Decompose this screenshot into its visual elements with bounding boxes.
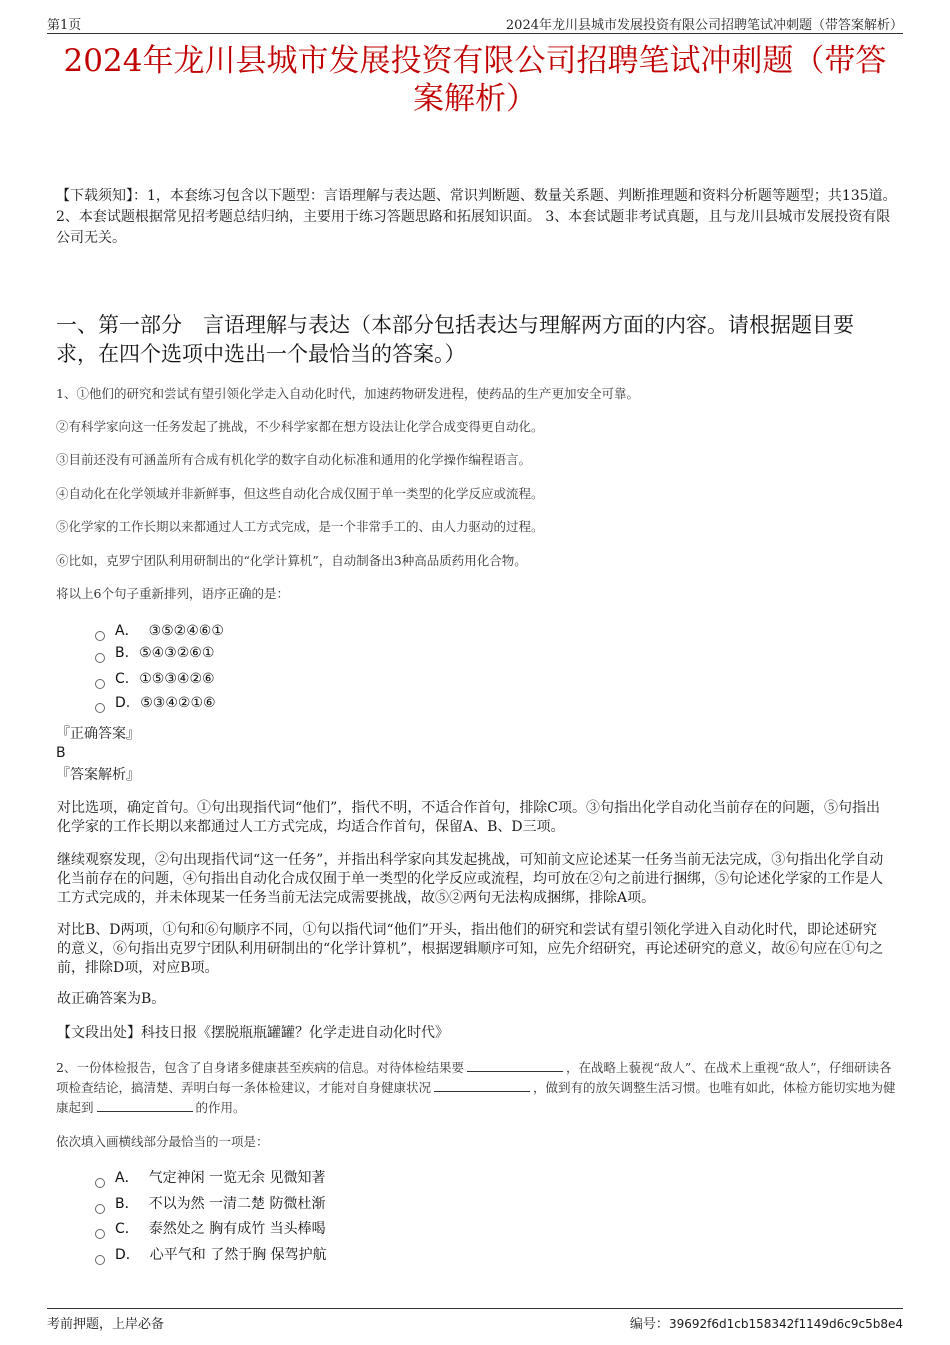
- analysis-paragraph-2: 继续观察发现，②句出现指代词“这一任务”，并指出科学家向其发起挑战，可知前文应论述某一任务当前无法完成，③句指出化学自动化当前存在的问题，④句指出自动化合成仅囿于单一类型的化学反应或流程，均可放在②句之前进行捆绑，⑤句论述化学家的工作是人工方式完成的，并未体现某一任务当前无法完成需要挑战，故⑤②两句无法构成捆绑，排除A项。: [57, 852, 884, 906]
- answer-heading: 『正确答案』: [56, 726, 140, 742]
- q1-option-c[interactable]: C. ①⑤③④②⑥: [95, 671, 215, 689]
- source-citation: 【文段出处】科技日报《摆脱瓶瓶罐罐？化学走进自动化时代》: [57, 1025, 449, 1041]
- q1-line-2: ②有科学家向这一任务发起了挑战，不少科学家都在想方设法让化学合成变得更自动化。: [56, 419, 544, 434]
- radio-icon[interactable]: [95, 703, 105, 713]
- q1-option-a[interactable]: A． ③⑤②④⑥①: [95, 620, 224, 641]
- page-number: 第1页: [47, 18, 82, 33]
- analysis-heading: 『答案解析』: [56, 767, 140, 783]
- q2-option-a[interactable]: A． 气定神闲 一览无余 见微知著: [95, 1167, 325, 1188]
- q2-option-d[interactable]: D． 心平气和 了然于胸 保驾护航: [95, 1244, 327, 1265]
- q1-line-1: 1、①他们的研究和尝试有望引领化学走入自动化时代，加速药物研发进程，使药品的生产更加安全可靠。: [56, 386, 639, 401]
- page-title: 2024年龙川县城市发展投资有限公司招聘笔试冲刺题（带答案解析）: [63, 43, 887, 117]
- download-notice: 【下载须知】：1，本套练习包含以下题型：言语理解与表达题、常识判断题、数量关系题、判断推理题和资料分析题等题型；共135道。 2、本套试题根据常见招考题总结归纳，主要用于练习答题思路和拓展知识面。 3、本套试题非考试真题，且与龙川县城市发展投资有限公司无关。: [56, 188, 897, 246]
- analysis-paragraph-1: 对比选项，确定首句。①句出现指代词“他们”，指代不明，不适合作首句，排除C项。③句指出化学自动化当前存在的问题，⑤句指出化学家的工作长期以来都通过人工方式完成，均适合作首句，保留A、B、D三项。: [57, 800, 881, 835]
- q1-line-4: ④自动化在化学领域并非新鲜事，但这些自动化合成仅囿于单一类型的化学反应或流程。: [56, 486, 544, 501]
- footer-code: 编号：39692f6d1cb158342f1149d6c9c5b8e4: [629, 1317, 903, 1332]
- q2-option-b[interactable]: B． 不以为然 一清二楚 防微杜渐: [95, 1193, 326, 1214]
- analysis-paragraph-3: 对比B、D两项，①句和⑥句顺序不同，①句以指代词“他们”开头，指出他们的研究和尝试有望引领化学进入自动化时代，即论述研究的意义，⑥句指出克罗宁团队利用研制出的“化学计算机”，根据逻辑顺序可知，应先介绍研究，再论述研究的意义，故⑥句应在①句之前，排除D项，对应B项。: [57, 922, 884, 976]
- q2-stem: 2、一份体检报告，包含了自身诸多健康甚至疾病的信息。对待体检结果要 ，在战略上藐视“敌人”、在战术上重视“敌人”，仔细研读各项检查结论，搞清楚、弄明白每一条体检建议，才能对自身健康状况 ，做到有的放矢调整生活习惯。也唯有如此，体检方能切实地为健康起到 的作用。: [56, 1060, 896, 1115]
- radio-icon[interactable]: [95, 631, 105, 641]
- radio-icon[interactable]: [95, 1204, 105, 1214]
- blank-2[interactable]: [434, 1079, 530, 1092]
- radio-icon[interactable]: [95, 1255, 105, 1265]
- q1-line-6: ⑥比如，克罗宁团队利用研制出的“化学计算机”，自动制备出3种高品质药用化合物。: [56, 553, 527, 568]
- q1-line-5: ⑤化学家的工作长期以来都通过人工方式完成，是一个非常手工的、由人力驱动的过程。: [56, 519, 544, 534]
- q2-prompt: 依次填入画横线部分最恰当的一项是：: [56, 1134, 269, 1149]
- q2-option-c[interactable]: C． 泰然处之 胸有成竹 当头棒喝: [95, 1218, 326, 1239]
- analysis-conclusion: 故正确答案为B。: [57, 991, 166, 1007]
- q1-option-d[interactable]: D. ⑤③④②①⑥: [95, 695, 216, 713]
- q1-option-b[interactable]: B. ⑤④③②⑥①: [95, 645, 214, 663]
- q1-line-3: ③目前还没有可涵盖所有合成有机化学的数字自动化标准和通用的化学操作编程语言。: [56, 452, 532, 467]
- radio-icon[interactable]: [95, 1178, 105, 1188]
- answer-value: B: [56, 745, 66, 761]
- q1-prompt: 将以上6个句子重新排列，语序正确的是：: [56, 586, 289, 601]
- footer-slogan: 考前押题，上岸必备: [47, 1317, 165, 1332]
- blank-3[interactable]: [97, 1099, 193, 1112]
- header-doc-title: 2024年龙川县城市发展投资有限公司招聘笔试冲刺题（带答案解析）: [505, 18, 903, 33]
- radio-icon[interactable]: [95, 679, 105, 689]
- radio-icon[interactable]: [95, 1229, 105, 1239]
- radio-icon[interactable]: [95, 653, 105, 663]
- footer-divider: [47, 1308, 903, 1309]
- section-heading: 一、第一部分 言语理解与表达（本部分包括表达与理解两方面的内容。请根据题目要求，在四个选项中选出一个最恰当的答案。）: [56, 313, 854, 366]
- page-header: [47, 14, 903, 32]
- header-divider: [47, 33, 903, 34]
- blank-1[interactable]: [467, 1059, 563, 1072]
